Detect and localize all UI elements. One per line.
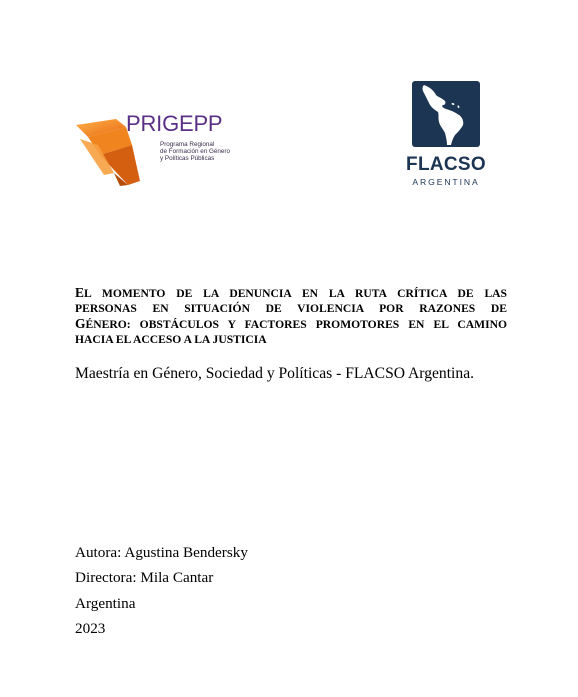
title-line: [75, 332, 507, 347]
prigepp-subtitle-line: Programa Regional: [160, 141, 215, 148]
title-line-text: PERSONAS EN SITUACIÓN DE VIOLENCIA POR RAZONES DE: [75, 302, 507, 315]
document-title: [75, 285, 507, 347]
prigepp-subtitle: [160, 141, 240, 162]
country: Argentina: [75, 594, 136, 612]
program-name: Maestría en Género, Sociedad y Políticas - FLACSO Argentina.: [75, 365, 475, 382]
prigepp-name: PRIGEPP: [126, 111, 223, 136]
title-lead-letter: E: [75, 285, 85, 300]
credits-block: [75, 540, 248, 641]
flacso-country: ARGENTINA: [412, 177, 480, 187]
year: 2023: [75, 619, 106, 637]
title-line: [75, 285, 507, 301]
prigepp-subtitle-line: y Políticas Públicas: [160, 155, 215, 162]
title-line: [75, 316, 507, 332]
director: Directora: Mila Cantar: [75, 569, 214, 587]
prigepp-logo: [74, 111, 234, 187]
title-line: [75, 301, 507, 316]
flacso-name: FLACSO: [406, 154, 486, 175]
title-line-text: L MOMENTO DE LA DENUNCIA EN LA RUTA CRÍTICA DE LAS: [84, 287, 507, 300]
prigepp-subtitle-line: de Formación en Género: [160, 148, 231, 155]
flacso-logo: [404, 81, 496, 189]
flacso-americas-map-icon: [412, 81, 480, 147]
title-line-text: HACIA EL ACCESO A LA JUSTICIA: [75, 333, 267, 346]
title-lead-letter: G: [75, 316, 86, 331]
title-line-text: ÉNERO: OBSTÁCULOS Y FACTORES PROMOTORES EN EL CAMINO: [85, 318, 507, 331]
author: Autora: Agustina Bendersky: [75, 544, 248, 561]
